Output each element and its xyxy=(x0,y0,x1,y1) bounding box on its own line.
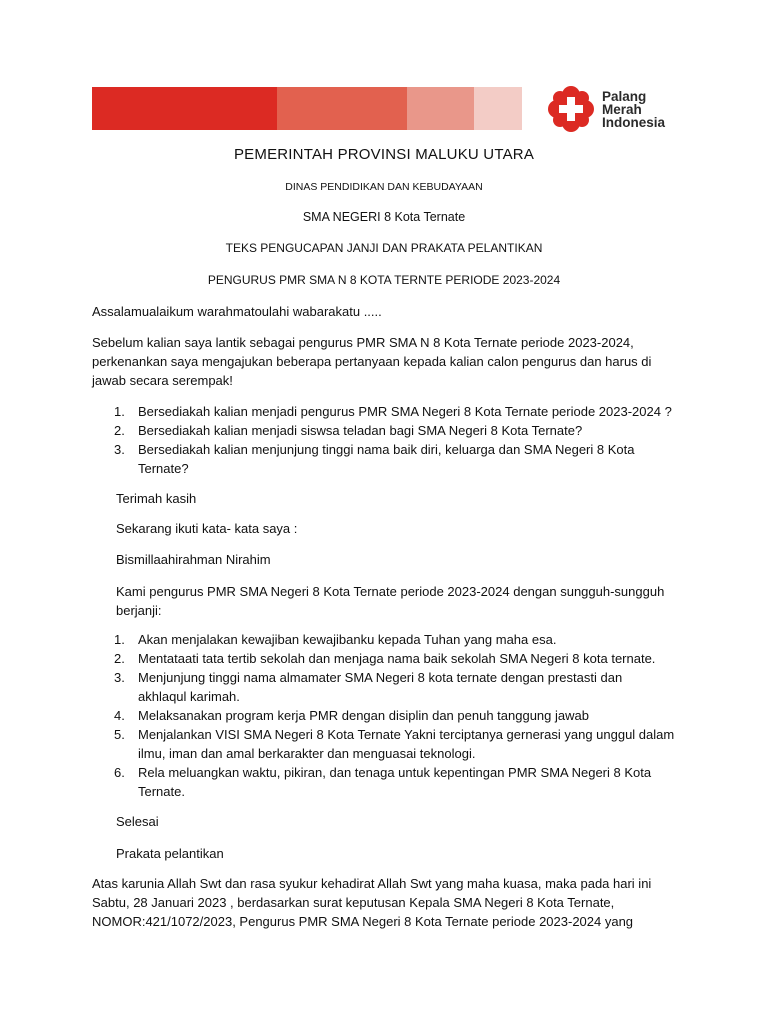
logo-text xyxy=(602,90,665,129)
prakata-line: Atas karunia Allah Swt dan rasa syukur kehadirat Allah Swt yang maha kuasa, maka pada hari ini xyxy=(92,876,652,891)
document-subtitle: PENGURUS PMR SMA N 8 KOTA TERNTE PERIODE 2023-2024 xyxy=(207,273,561,287)
banner-segment-4 xyxy=(474,87,522,130)
list-number: 1. xyxy=(114,632,125,647)
list-text: Akan menjalakan kewajiban kewajibanku kepada Tuhan yang maha esa. xyxy=(138,632,557,647)
banner-segment-3 xyxy=(407,87,474,130)
intro-line: jawab secara serempak! xyxy=(92,373,233,388)
list-text: Rela meluangkan waktu, pikiran, dan tenaga untuk kepentingan PMR SMA Negeri 8 Kota xyxy=(138,765,652,780)
logo-line-2: Merah xyxy=(602,101,642,117)
list-number: 2. xyxy=(114,651,125,666)
pledge-intro xyxy=(92,582,716,620)
prakata-line: Sabtu, 28 Januari 2023 , berdasarkan surat keputusan Kepala SMA Negeri 8 Kota Ternate, xyxy=(92,895,615,910)
list-number: 3. xyxy=(114,670,125,685)
questions-list xyxy=(92,402,692,478)
list-number: 3. xyxy=(114,442,125,457)
list-item xyxy=(92,763,692,801)
list-item xyxy=(92,630,692,649)
list-item xyxy=(92,440,692,478)
list-item xyxy=(92,706,692,725)
pledge-intro-line: berjanji: xyxy=(116,603,162,618)
document-title: TEKS PENGUCAPAN JANJI DAN PRAKATA PELANTIKAN xyxy=(225,241,543,255)
list-text: Ternate. xyxy=(138,784,185,799)
follow-instruction: Sekarang ikuti kata- kata saya : xyxy=(116,521,298,536)
intro-paragraph xyxy=(92,333,692,390)
pledge-intro-line: Kami pengurus PMR SMA Negeri 8 Kota Ternate periode 2023-2024 dengan sungguh-sungguh xyxy=(116,584,665,599)
prakata-paragraph xyxy=(92,874,692,931)
greeting: Assalamualaikum warahmatoulahi wabarakatu ..... xyxy=(92,304,382,319)
banner-segment-2 xyxy=(277,87,407,130)
list-item xyxy=(92,402,692,421)
pledges-list xyxy=(92,630,692,801)
header-color-banner xyxy=(92,87,522,130)
red-cross-icon xyxy=(548,86,594,132)
logo-line-1: Palang xyxy=(602,88,647,104)
list-text: Bersediakah kalian menjunjung tinggi nama baik diri, keluarga dan SMA Negeri 8 Kota xyxy=(138,442,635,457)
list-item xyxy=(92,725,692,763)
banner-segment-1 xyxy=(92,87,277,130)
list-text: Ternate? xyxy=(138,461,189,476)
list-number: 1. xyxy=(114,404,125,419)
list-item xyxy=(92,421,692,440)
list-text: Menjalankan VISI SMA Negeri 8 Kota Ternate Yakni terciptanya gernerasi yang unggul dalam xyxy=(138,727,675,742)
government-heading: PEMERINTAH PROVINSI MALUKU UTARA xyxy=(233,146,535,163)
list-text: akhlaqul karimah. xyxy=(138,689,240,704)
bismillah-text: Bismillaahirahman Nirahim xyxy=(116,552,271,567)
intro-line: perkenankan saya mengajukan beberapa pertanyaan kepada kalian calon pengurus dan harus di xyxy=(92,354,652,369)
list-text: Mentataati tata tertib sekolah dan menjaga nama baik sekolah SMA Negeri 8 kota ternate. xyxy=(138,651,656,666)
list-text: ilmu, iman dan amal berkarakter dan menguasai teknologi. xyxy=(138,746,476,761)
list-item xyxy=(92,668,692,706)
list-number: 6. xyxy=(114,765,125,780)
list-text: Bersediakah kalian menjadi pengurus PMR SMA Negeri 8 Kota Ternate periode 2023-2024 ? xyxy=(138,404,672,419)
logo-line-3: Indonesia xyxy=(602,114,666,130)
department-heading: DINAS PENDIDIKAN DAN KEBUDAYAAN xyxy=(285,181,483,193)
school-heading: SMA NEGERI 8 Kota Ternate xyxy=(302,210,466,224)
prakata-title: Prakata pelantikan xyxy=(116,846,224,861)
prakata-line: NOMOR:421/1072/2023, Pengurus PMR SMA Negeri 8 Kota Ternate periode 2023-2024 yang xyxy=(92,914,634,929)
list-text: Bersediakah kalian menjadi siswsa teladan bagi SMA Negeri 8 Kota Ternate? xyxy=(138,423,583,438)
list-number: 5. xyxy=(114,727,125,742)
pmi-logo xyxy=(548,86,665,132)
intro-line: Sebelum kalian saya lantik sebagai pengurus PMR SMA N 8 Kota Ternate periode 2023-2024, xyxy=(92,335,634,350)
list-item xyxy=(92,649,692,668)
list-text: Melaksanakan program kerja PMR dengan disiplin dan penuh tanggung jawab xyxy=(138,708,589,723)
list-text: Menjunjung tinggi nama almamater SMA Negeri 8 kota ternate dengan prestasti dan xyxy=(138,670,623,685)
list-number: 4. xyxy=(114,708,125,723)
thanks-text: Terimah kasih xyxy=(116,491,197,506)
closing-text: Selesai xyxy=(116,814,159,829)
list-number: 2. xyxy=(114,423,125,438)
